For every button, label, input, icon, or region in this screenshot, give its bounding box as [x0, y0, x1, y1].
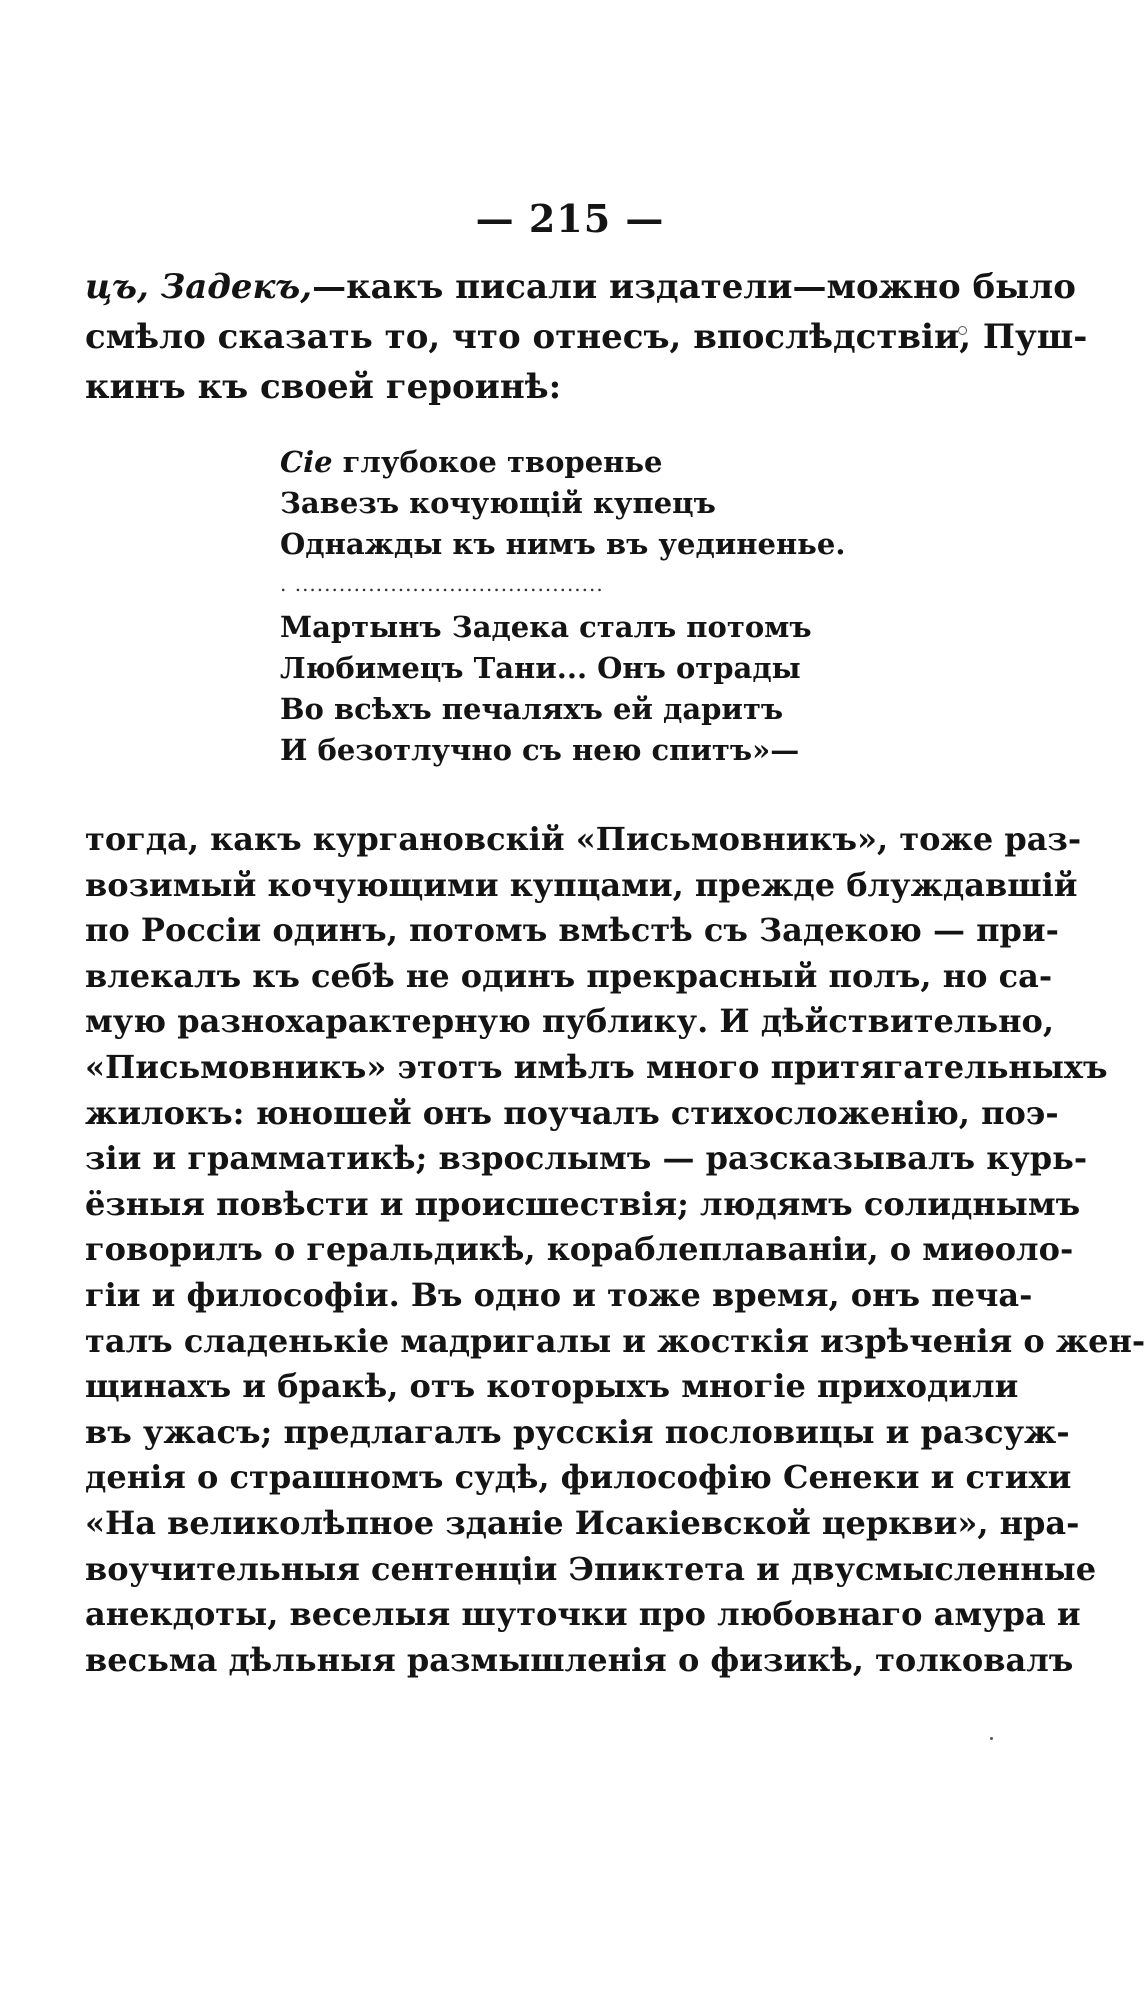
intro-line-2: смѣло сказать то, что отнесъ, впослѣдствіи, Пуш-: [85, 317, 1088, 357]
body-line: тогда, какъ кургановскій «Письмовникъ», тоже раз-: [85, 820, 1082, 858]
body-line: воучительныя сентенціи Эпиктета и двусмысленные: [85, 1549, 1097, 1588]
verse-line: [280, 442, 760, 483]
body-line: «Письмовникъ» этотъ имѣлъ много притягательныхъ: [85, 1047, 1108, 1086]
page-number: — 215 —: [475, 196, 665, 241]
main-paragraph: [85, 817, 1145, 1683]
body-line: весьма дѣльныя размышленія о физикѣ, толковалъ: [85, 1640, 1074, 1679]
body-line: анекдоты, веселыя шуточки про любовнаго амура и: [85, 1595, 1081, 1634]
body-line: влекалъ къ себѣ не одинъ прекрасный полъ, но са-: [85, 956, 1053, 995]
body-line: гіи и философіи. Въ одно и тоже время, онъ печа-: [85, 1275, 1033, 1314]
intro-paragraph: [85, 262, 1088, 412]
verse-quotation: [280, 442, 846, 771]
verse-line: Во всѣхъ печаляхъ ей даритъ: [280, 692, 784, 726]
verse-line-text: глубокое творенье: [332, 445, 663, 479]
verse-line: Завезъ кочующій купецъ: [280, 486, 716, 520]
body-line: ёзныя повѣсти и происшествія; людямъ солиднымъ: [85, 1184, 1081, 1223]
verse-omission-dots: . ..........................................: [280, 572, 604, 596]
paper-speck: [990, 1737, 993, 1740]
intro-line-1: [85, 262, 1076, 312]
verse-line: И безотлучно съ нею спитъ»—: [280, 733, 800, 767]
intro-emphasis: цъ, Задекъ,: [85, 267, 313, 307]
paper-speck: [958, 326, 967, 335]
body-line: денія о страшномъ судѣ, философію Сенеки и стихи: [85, 1458, 1072, 1497]
verse-line: Мартынъ Задека сталъ потомъ: [280, 610, 812, 644]
body-line: въ ужасъ; предлагалъ русскія пословицы и разсуж-: [85, 1412, 1070, 1451]
body-line: зіи и грамматикѣ; взрослымъ — разсказывалъ курь-: [85, 1139, 1088, 1178]
body-line: возимый кочующими купцами, прежде блуждавшій: [85, 865, 1078, 904]
verse-line: Любимецъ Тани... Онъ отрады: [280, 651, 801, 685]
intro-line-1-rest: —какъ писали издатели—можно было: [312, 267, 1076, 307]
body-line: мую разнохарактерную публику. И дѣйствительно,: [85, 1002, 1054, 1041]
intro-line-3: кинъ къ своей героинѣ:: [85, 367, 562, 407]
body-line: талъ сладенькіе мадригалы и жосткія изрѣченія о жен-: [85, 1321, 1145, 1360]
body-line: говорилъ о геральдикѣ, кораблеплаваніи, о миѳоло-: [85, 1230, 1074, 1269]
body-line: щинахъ и бракѣ, отъ которыхъ многіе приходили: [85, 1367, 1019, 1406]
body-line: «На великолѣпное зданіе Исакіевской церкви», нра-: [85, 1503, 1080, 1542]
verse-emphasis: Сіе: [280, 445, 333, 479]
body-line: по Россіи одинъ, потомъ вмѣстѣ съ Задекою — при-: [85, 911, 1059, 950]
verse-line: Однажды къ нимъ въ уединенье.: [280, 527, 846, 561]
body-line: жилокъ: юношей онъ поучалъ стихосложенію, поэ-: [85, 1093, 1059, 1132]
